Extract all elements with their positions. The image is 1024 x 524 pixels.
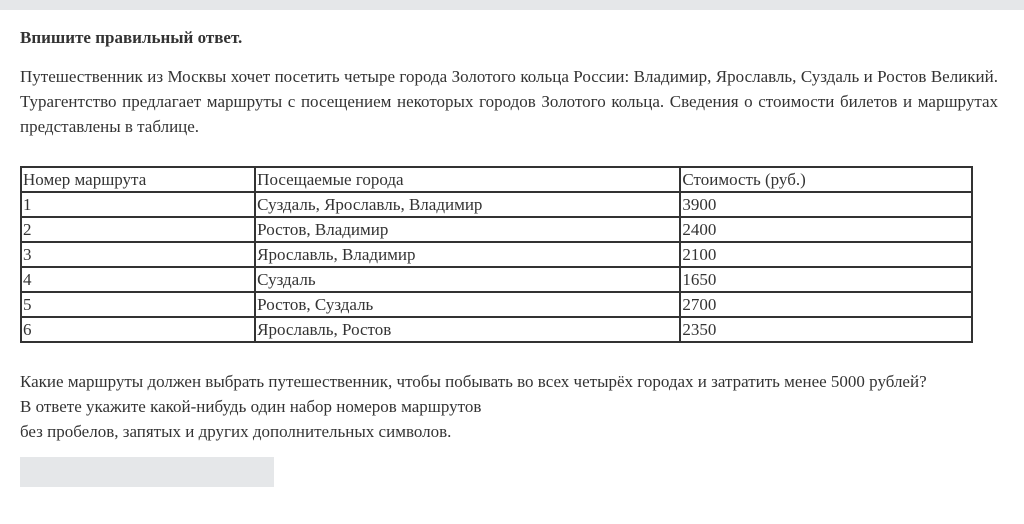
cost-cell: 3900 [680, 192, 972, 217]
route-number-cell: 3 [21, 242, 255, 267]
table-header-row [21, 167, 972, 192]
cities-cell: Суздаль, Ярославль, Владимир [255, 192, 680, 217]
cities-cell: Ростов, Владимир [255, 217, 680, 242]
table-row [21, 242, 972, 267]
route-number-cell: 4 [21, 267, 255, 292]
table-row [21, 267, 972, 292]
route-number-cell: 5 [21, 292, 255, 317]
route-number-cell: 1 [21, 192, 255, 217]
header-cost: Стоимость (руб.) [680, 167, 972, 192]
cost-cell: 2400 [680, 217, 972, 242]
route-number-cell: 2 [21, 217, 255, 242]
table-row [21, 217, 972, 242]
cities-cell: Суздаль [255, 267, 680, 292]
routes-table [20, 166, 973, 343]
instruction-heading: Впишите правильный ответ. [20, 28, 243, 47]
cost-cell: 2100 [680, 242, 972, 267]
cost-cell: 1650 [680, 267, 972, 292]
table-row [21, 292, 972, 317]
cities-cell: Ярославль, Ростов [255, 317, 680, 342]
question-line: без пробелов, запятых и других дополнительных символов. [20, 422, 452, 441]
cities-cell: Ярославль, Владимир [255, 242, 680, 267]
question-line: В ответе укажите какой-нибудь один набор номеров маршрутов [20, 397, 482, 416]
table-row [21, 192, 972, 217]
cities-cell: Ростов, Суздаль [255, 292, 680, 317]
cost-cell: 2700 [680, 292, 972, 317]
table-row [21, 317, 972, 342]
top-bar [0, 0, 1024, 10]
answer-input[interactable] [20, 457, 274, 487]
route-number-cell: 6 [21, 317, 255, 342]
cost-cell: 2350 [680, 317, 972, 342]
task-description: Путешественник из Москвы хочет посетить четыре города Золотого кольца России: Владимир, Ярославль, Суздаль и Ростов Великий. Турагентство предлагает маршруты с посещением некоторых городов Золотого кольца. Сведения о стоимости билетов и маршрутах представлены в таблице. [20, 67, 998, 136]
header-cities: Посещаемые города [255, 167, 680, 192]
task-container [20, 25, 998, 487]
question-block [20, 369, 998, 444]
question-line: Какие маршруты должен выбрать путешественник, чтобы побывать во всех четырёх городах и затратить менее 5000 рублей? [20, 372, 927, 391]
header-route-number: Номер маршрута [21, 167, 255, 192]
